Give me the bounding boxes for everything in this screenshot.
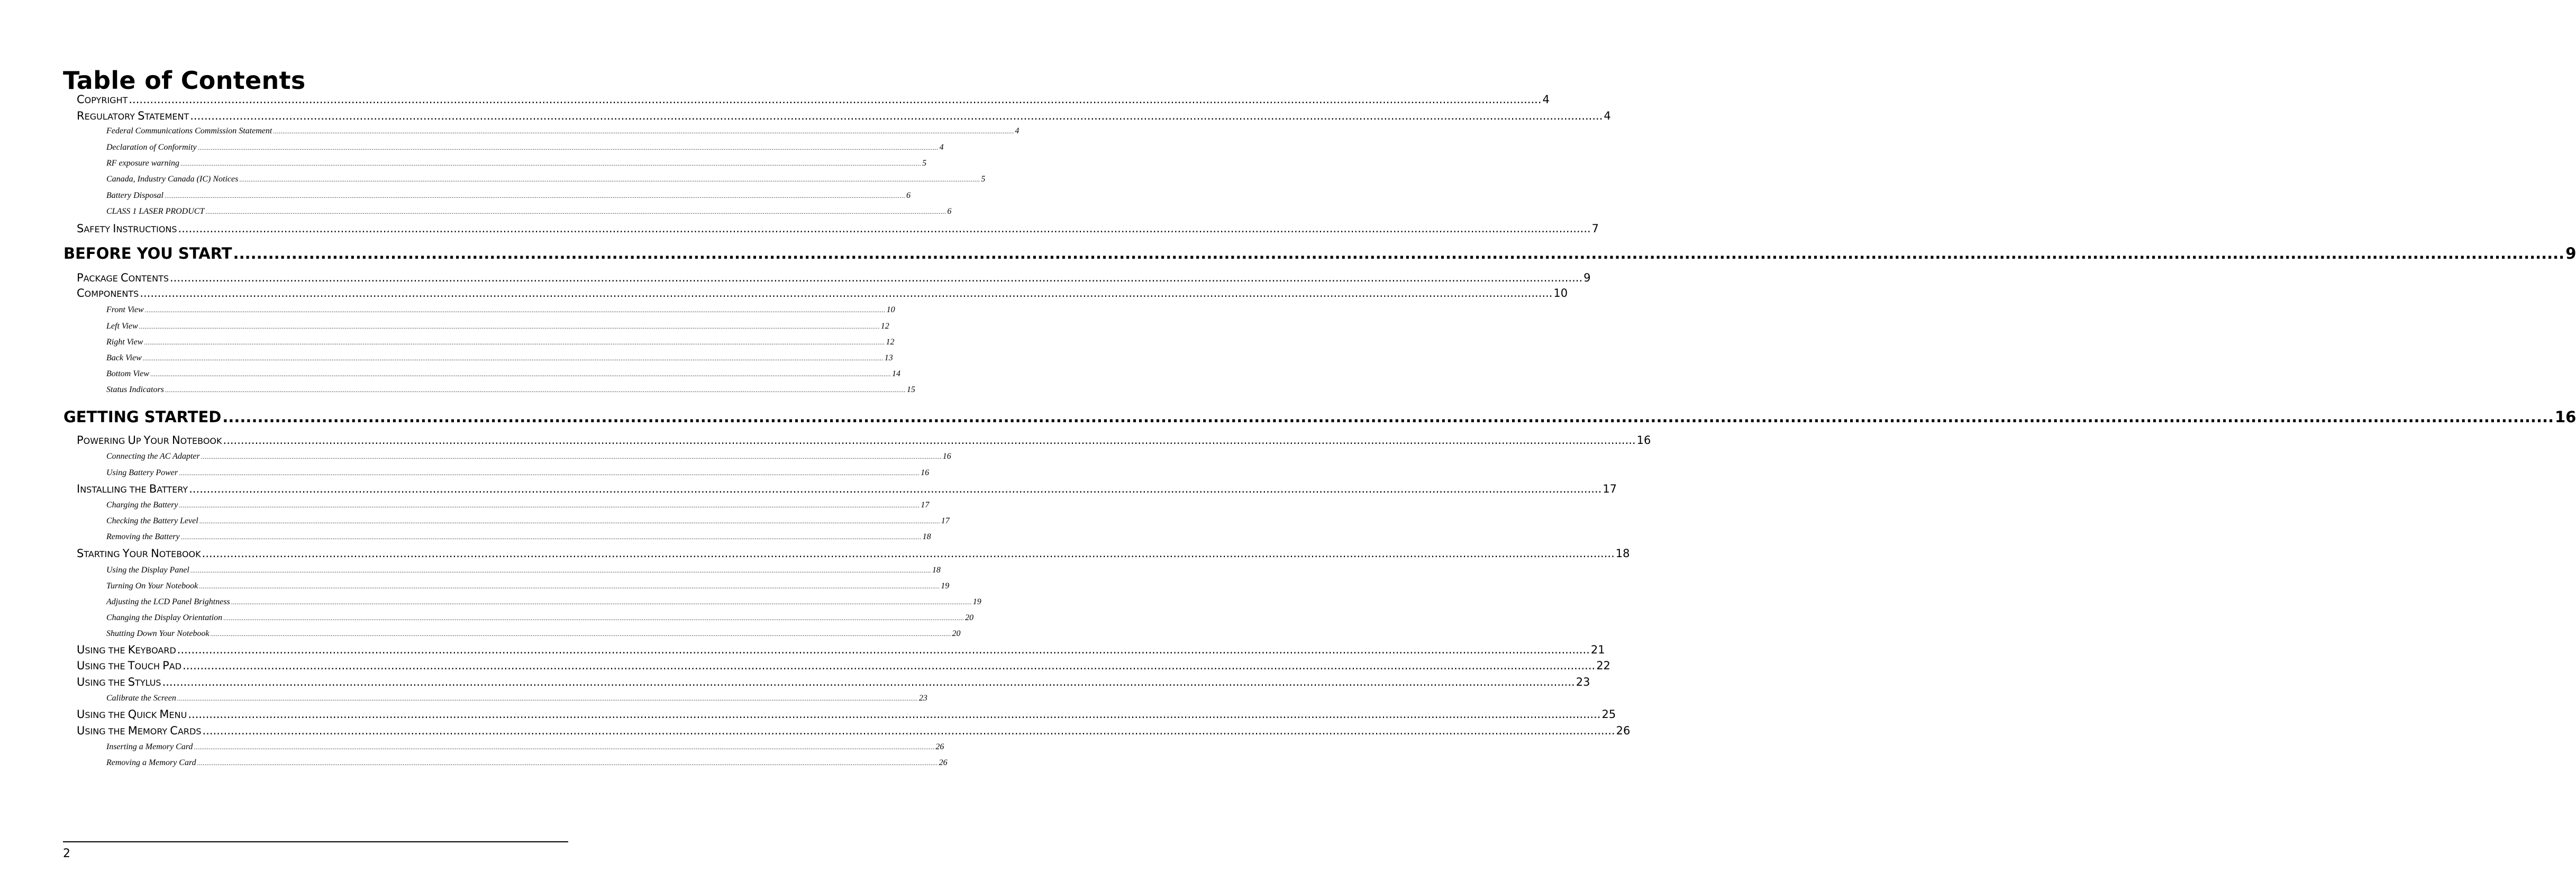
toc-page-number: 16	[921, 468, 930, 477]
toc-label-small-caps: UICK	[136, 710, 160, 720]
toc-entry-sub[interactable]	[106, 499, 930, 511]
toc-label-initial: T	[128, 659, 135, 672]
toc-label-initial: U	[77, 676, 85, 688]
toc-entry-sub[interactable]	[106, 596, 981, 608]
toc-page-number: 12	[886, 338, 895, 347]
dot-leader: ................................................................................................................................................................................................................................................................................................................................................................................................................	[144, 339, 885, 346]
toc-entry-sub[interactable]	[106, 304, 895, 316]
toc-label-small-caps: SING THE	[85, 678, 128, 688]
toc-page-number: 4	[939, 143, 944, 152]
toc-label-small-caps: AFETY	[84, 224, 113, 234]
toc-entry-sub[interactable]	[106, 352, 893, 364]
toc-entry-label: Removing a Memory Card	[106, 758, 196, 767]
toc-label-initial: Y	[143, 434, 151, 447]
toc-entry-label: Charging the Battery	[106, 501, 178, 510]
toc-entry-section[interactable]	[77, 658, 1610, 674]
toc-entry-label: Inserting a Memory Card	[106, 742, 193, 751]
toc-entry-sub[interactable]	[106, 467, 930, 479]
toc-entry-section[interactable]	[77, 675, 1590, 690]
toc-page-number: 19	[972, 597, 981, 606]
toc-page-number: 10	[886, 305, 895, 314]
toc-entry-sub[interactable]	[106, 612, 974, 624]
toc-label-small-caps: SING THE	[85, 645, 128, 656]
toc-entry-label: Status Indicators	[106, 385, 164, 394]
toc-entry-sub[interactable]	[106, 206, 952, 217]
toc-entry-label: GETTING STARTED	[63, 408, 222, 426]
dot-leader: ................................................................................................................................................................................................................................................................................................................................................................................................................	[144, 306, 886, 314]
toc-label-small-caps: OTEBOOK	[159, 549, 201, 559]
dot-leader: ................................................................................................................................................................................................................................................................................................................................................................................................................	[140, 287, 1553, 299]
toc-label-small-caps: OUR	[150, 436, 172, 446]
toc-page-number: 4	[1015, 126, 1020, 135]
toc-entry-sub[interactable]	[106, 384, 915, 396]
toc-entry-label	[77, 675, 161, 690]
toc-page-number: 20	[965, 613, 974, 622]
dot-leader: ................................................................................................................................................................................................................................................................................................................................................................................................................	[223, 614, 964, 622]
toc-entry-label	[77, 481, 188, 497]
dot-leader: ................................................................................................................................................................................................................................................................................................................................................................................................................	[150, 370, 891, 378]
toc-entry-section[interactable]	[77, 707, 1616, 723]
toc-entry-section[interactable]	[77, 108, 1611, 124]
dot-leader: ................................................................................................................................................................................................................................................................................................................................................................................................................	[165, 192, 905, 199]
dot-leader: ................................................................................................................................................................................................................................................................................................................................................................................................................	[202, 547, 1615, 560]
toc-label-small-caps: OWERING	[83, 436, 128, 446]
toc-entry-sub[interactable]	[106, 158, 927, 169]
toc-entry-label: Checking the Battery Level	[106, 516, 198, 525]
toc-page-number: 16	[2555, 408, 2576, 426]
toc-page-number: 7	[1591, 222, 1599, 235]
toc-label-small-caps: AD	[169, 661, 182, 671]
toc-entry-label: Left View	[106, 322, 138, 331]
dot-leader: ................................................................................................................................................................................................................................................................................................................................................................................................................	[239, 176, 980, 183]
toc-label-initial: K	[128, 643, 135, 656]
dot-leader: ................................................................................................................................................................................................................................................................................................................................................................................................................	[222, 408, 2554, 426]
footer-rule	[63, 841, 568, 842]
toc-label-initial: I	[113, 222, 116, 235]
dot-leader: ................................................................................................................................................................................................................................................................................................................................................................................................................	[129, 93, 1542, 106]
toc-label-initial: C	[77, 287, 85, 299]
toc-entry-label: Bottom View	[106, 369, 150, 378]
toc-label-small-caps: SING THE	[85, 661, 128, 671]
dot-leader: ................................................................................................................................................................................................................................................................................................................................................................................................................	[273, 128, 1014, 135]
toc-page-number: 13	[884, 353, 893, 362]
toc-entry-chapter[interactable]	[63, 243, 2576, 263]
toc-entry-sub[interactable]	[106, 142, 944, 153]
toc-entry-label	[77, 108, 189, 124]
toc-label-initial: U	[77, 708, 85, 721]
toc-entry-label: Right View	[106, 338, 143, 347]
dot-leader: ................................................................................................................................................................................................................................................................................................................................................................................................................	[170, 271, 1583, 284]
dot-leader: ................................................................................................................................................................................................................................................................................................................................................................................................................	[233, 244, 2565, 262]
dot-leader: ................................................................................................................................................................................................................................................................................................................................................................................................................	[223, 434, 1636, 447]
toc-label-small-caps: TATEMENT	[144, 112, 189, 122]
toc-entry-section[interactable]	[77, 433, 1651, 449]
toc-label-small-caps: OMPONENTS	[84, 289, 139, 299]
toc-entry-chapter[interactable]	[63, 407, 2576, 427]
toc-label-initial: N	[171, 434, 180, 447]
dot-leader: ................................................................................................................................................................................................................................................................................................................................................................................................................	[179, 469, 920, 477]
toc-label-small-caps: NSTALLING THE	[80, 485, 149, 495]
toc-label-initial: U	[77, 724, 85, 737]
toc-label-initial: R	[77, 110, 85, 122]
toc-page-number: 18	[932, 566, 941, 575]
dot-leader: ................................................................................................................................................................................................................................................................................................................................................................................................................	[197, 144, 939, 151]
toc-label-small-caps: TYLUS	[135, 678, 161, 688]
toc-entry-sub[interactable]	[106, 190, 911, 202]
dot-leader: ................................................................................................................................................................................................................................................................................................................................................................................................................	[139, 323, 880, 330]
toc-entry-label: CLASS 1 LASER PRODUCT	[106, 207, 205, 216]
toc-page-number: 4	[1542, 93, 1550, 106]
dot-leader: ................................................................................................................................................................................................................................................................................................................................................................................................................	[177, 695, 918, 702]
toc-page-number: 15	[906, 385, 915, 394]
toc-entry-sub[interactable]	[106, 321, 889, 332]
dot-leader: ................................................................................................................................................................................................................................................................................................................................................................................................................	[197, 759, 938, 767]
toc-entry-label	[77, 546, 201, 562]
toc-page-number: 4	[1604, 110, 1611, 122]
toc-label-small-caps: TARTING	[84, 549, 123, 559]
toc-entry-label: Using Battery Power	[106, 468, 178, 477]
toc-page-number: 9	[1583, 271, 1591, 284]
toc-entry-section[interactable]	[77, 92, 1550, 108]
toc-page-number: 12	[880, 322, 889, 331]
toc-entry-label: Removing the Battery	[106, 532, 180, 541]
toc-entry-sub[interactable]	[106, 515, 950, 527]
toc-entry-label	[77, 270, 169, 286]
toc-entry-label: Adjusting the LCD Panel Brightness	[106, 597, 230, 606]
dot-leader: ................................................................................................................................................................................................................................................................................................................................................................................................................	[199, 517, 940, 525]
dot-leader: ................................................................................................................................................................................................................................................................................................................................................................................................................	[180, 533, 922, 541]
toc-page-number: 9	[2565, 244, 2576, 262]
toc-label-initial: U	[128, 434, 136, 447]
dot-leader: ................................................................................................................................................................................................................................................................................................................................................................................................................	[194, 743, 935, 751]
toc-page-number: 26	[1616, 724, 1631, 737]
toc-entry-section[interactable]	[77, 221, 1599, 237]
toc-entry-label	[77, 286, 139, 302]
dot-leader: ................................................................................................................................................................................................................................................................................................................................................................................................................	[201, 453, 942, 460]
toc-entry-label	[77, 433, 222, 449]
page-title: Table of Contents	[63, 66, 306, 95]
toc-label-initial: S	[138, 110, 145, 122]
toc-entry-sub[interactable]	[106, 368, 901, 380]
toc-label-small-caps: OTEBOOK	[180, 436, 222, 446]
toc-page-number: 6	[947, 207, 952, 216]
toc-label-initial: N	[151, 547, 159, 560]
toc-label-initial: C	[120, 271, 129, 284]
toc-entry-label: Back View	[106, 353, 142, 362]
toc-page-number: 16	[942, 452, 951, 461]
toc-label-small-caps: ATTERY	[157, 485, 188, 495]
toc-label-initial: C	[77, 93, 85, 106]
toc-label-initial: U	[77, 643, 85, 656]
toc-page-number: 23	[1576, 676, 1590, 688]
toc-entry-label: RF exposure warning	[106, 159, 180, 168]
page-number: 2	[63, 847, 70, 860]
toc-entry-label	[77, 642, 176, 658]
toc-page-number: 17	[921, 501, 930, 510]
toc-label-small-caps: NSTRUCTIONS	[116, 224, 177, 234]
toc-entry-sub[interactable]	[106, 451, 951, 462]
toc-label-initial: Q	[128, 708, 137, 721]
toc-entry-section[interactable]	[77, 546, 1630, 562]
dot-leader: ................................................................................................................................................................................................................................................................................................................................................................................................................	[188, 708, 1601, 721]
toc-page-number: 17	[941, 516, 950, 525]
toc-page-number: 26	[939, 758, 948, 767]
dot-leader: ................................................................................................................................................................................................................................................................................................................................................................................................................	[180, 160, 922, 167]
toc-page-number: 18	[1615, 547, 1630, 560]
toc-page-number: 19	[941, 581, 950, 590]
toc-entry-label: Battery Disposal	[106, 191, 163, 200]
toc-entry-section[interactable]	[77, 642, 1605, 658]
toc-entry-section[interactable]	[77, 481, 1617, 497]
toc-label-initial: M	[159, 708, 169, 721]
toc-page-number: 16	[1636, 434, 1651, 447]
toc-page-number: 23	[918, 694, 927, 703]
toc-page-number: 5	[981, 175, 986, 184]
toc-entry-label	[77, 221, 177, 237]
toc-entry-label	[77, 658, 181, 674]
toc-label-small-caps: ONTENTS	[128, 274, 169, 284]
toc-entry-label: Shutting Down Your Notebook	[106, 629, 210, 638]
dot-leader: ................................................................................................................................................................................................................................................................................................................................................................................................................	[178, 222, 1591, 235]
toc-label-small-caps: SING THE	[85, 710, 128, 720]
toc-entry-label	[77, 92, 128, 108]
toc-entry-section[interactable]	[77, 723, 1631, 739]
dot-leader: ................................................................................................................................................................................................................................................................................................................................................................................................................	[190, 567, 931, 574]
toc-entry-label: Connecting the AC Adapter	[106, 452, 200, 461]
toc-label-initial: U	[77, 659, 85, 672]
toc-entry-section[interactable]	[77, 286, 1568, 302]
dot-leader: ................................................................................................................................................................................................................................................................................................................................................................................................................	[202, 724, 1615, 737]
toc-entry-sub[interactable]	[106, 741, 944, 753]
dot-leader: ................................................................................................................................................................................................................................................................................................................................................................................................................	[177, 643, 1590, 656]
toc-label-small-caps: ARDS	[177, 726, 202, 737]
dot-leader: ................................................................................................................................................................................................................................................................................................................................................................................................................	[142, 354, 884, 362]
toc-label-initial: S	[128, 676, 135, 688]
toc-entry-sub[interactable]	[106, 693, 927, 704]
toc-entry-label	[77, 723, 202, 739]
toc-entry-sub[interactable]	[106, 757, 948, 769]
toc-entry-label	[77, 707, 187, 723]
toc-label-initial: Y	[122, 547, 130, 560]
dot-leader: ................................................................................................................................................................................................................................................................................................................................................................................................................	[165, 386, 906, 394]
toc-entry-label: Turning On Your Notebook	[106, 581, 198, 590]
toc-entry-sub[interactable]	[106, 628, 961, 640]
toc-page-number: 18	[922, 532, 931, 541]
toc-label-initial: P	[77, 271, 84, 284]
toc-label-initial: C	[170, 724, 178, 737]
toc-entry-label: Calibrate the Screen	[106, 694, 176, 703]
toc-entry-sub[interactable]	[106, 531, 931, 543]
toc-page-number: 25	[1601, 708, 1616, 721]
toc-label-initial: P	[162, 659, 169, 672]
toc-page-number: 14	[892, 369, 901, 378]
toc-entry-label: Front View	[106, 305, 144, 314]
toc-page-number: 22	[1596, 659, 1610, 672]
dot-leader: ................................................................................................................................................................................................................................................................................................................................................................................................................	[210, 630, 951, 638]
toc-label-small-caps: OUCH	[134, 661, 163, 671]
toc-entry-label: Changing the Display Orientation	[106, 613, 223, 622]
dot-leader: ................................................................................................................................................................................................................................................................................................................................................................................................................	[183, 659, 1596, 672]
toc-page-number: 5	[922, 159, 927, 168]
dot-leader: ................................................................................................................................................................................................................................................................................................................................................................................................................	[179, 502, 920, 509]
toc-page-number: 17	[1603, 483, 1617, 495]
toc-entry-label: Using the Display Panel	[106, 566, 189, 575]
toc-label-small-caps: P	[135, 436, 144, 446]
toc-entry-section[interactable]	[77, 270, 1591, 286]
toc-label-small-caps: EGULATORY	[84, 112, 138, 122]
toc-entry-sub[interactable]	[106, 337, 895, 348]
toc-label-small-caps: EYBOARD	[135, 645, 176, 656]
toc-label-initial: S	[77, 222, 84, 235]
toc-entry-sub[interactable]	[106, 565, 941, 576]
dot-leader: ................................................................................................................................................................................................................................................................................................................................................................................................................	[231, 598, 972, 606]
toc-label-initial: P	[77, 434, 84, 447]
dot-leader: ................................................................................................................................................................................................................................................................................................................................................................................................................	[189, 483, 1602, 495]
toc-entry-label: Canada, Industry Canada (IC) Notices	[106, 175, 239, 184]
toc-label-small-caps: ACKAGE	[83, 274, 121, 284]
toc-label-initial: B	[149, 483, 157, 495]
toc-page-number: 20	[952, 629, 961, 638]
toc-page-number: 26	[935, 742, 944, 751]
toc-label-initial: M	[128, 724, 138, 737]
dot-leader: ................................................................................................................................................................................................................................................................................................................................................................................................................	[199, 583, 940, 590]
toc-label-initial: I	[77, 483, 80, 495]
toc-page-number: 21	[1590, 643, 1605, 656]
toc-label-initial: S	[77, 547, 84, 560]
toc-entry-label: Declaration of Conformity	[106, 143, 197, 152]
toc-entry-label: Federal Communications Commission Statement	[106, 126, 272, 135]
dot-leader: ................................................................................................................................................................................................................................................................................................................................................................................................................	[205, 208, 946, 215]
toc-label-small-caps: OPYRIGHT	[84, 95, 128, 105]
toc-label-small-caps: OUR	[129, 549, 151, 559]
toc-page-number: 6	[906, 191, 911, 200]
toc-label-small-caps: SING THE	[85, 726, 128, 737]
dot-leader: ................................................................................................................................................................................................................................................................................................................................................................................................................	[190, 110, 1603, 122]
toc-entry-sub[interactable]	[106, 125, 1020, 137]
toc-page-number: 10	[1553, 287, 1568, 299]
toc-entry-sub[interactable]	[106, 580, 950, 592]
toc-entry-sub[interactable]	[106, 174, 986, 185]
toc-entry-label: BEFORE YOU START	[63, 244, 232, 262]
toc-label-small-caps: ENU	[169, 710, 187, 720]
toc-label-small-caps: EMORY	[137, 726, 170, 737]
dot-leader: ................................................................................................................................................................................................................................................................................................................................................................................................................	[162, 676, 1575, 688]
